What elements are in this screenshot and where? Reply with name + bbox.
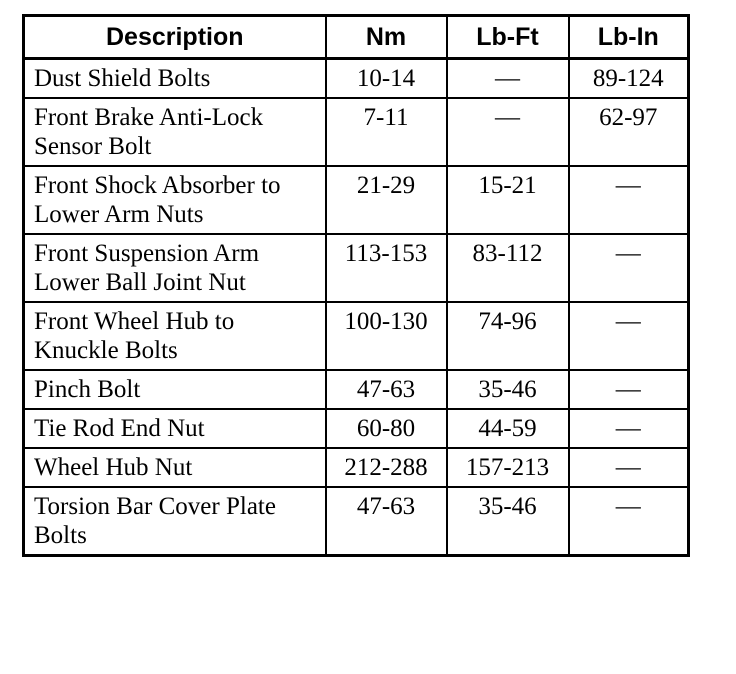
cell-lbft: 83-112 xyxy=(447,234,569,302)
header-lbft: Lb-Ft xyxy=(447,16,569,59)
header-lbin: Lb-In xyxy=(569,16,689,59)
cell-nm: 60-80 xyxy=(326,409,447,448)
cell-nm: 47-63 xyxy=(326,487,447,556)
cell-description: Front Shock Absorber to Lower Arm Nuts xyxy=(24,166,326,234)
table-row xyxy=(24,234,689,302)
cell-description: Tie Rod End Nut xyxy=(24,409,326,448)
table-row xyxy=(24,487,689,556)
table-row xyxy=(24,59,689,99)
cell-description: Front Brake Anti-Lock Sensor Bolt xyxy=(24,98,326,166)
cell-lbin: — xyxy=(569,448,689,487)
torque-spec-table xyxy=(22,14,690,557)
table-row xyxy=(24,409,689,448)
table-row xyxy=(24,370,689,409)
cell-description: Pinch Bolt xyxy=(24,370,326,409)
header-description: Description xyxy=(24,16,326,59)
table-row xyxy=(24,302,689,370)
cell-nm: 21-29 xyxy=(326,166,447,234)
cell-lbin: 62-97 xyxy=(569,98,689,166)
cell-description: Torsion Bar Cover Plate Bolts xyxy=(24,487,326,556)
cell-lbft: 157-213 xyxy=(447,448,569,487)
cell-lbin: — xyxy=(569,234,689,302)
cell-lbin: — xyxy=(569,370,689,409)
table-row xyxy=(24,448,689,487)
table-row xyxy=(24,98,689,166)
cell-lbft: 15-21 xyxy=(447,166,569,234)
cell-lbin: 89-124 xyxy=(569,59,689,99)
cell-lbft: — xyxy=(447,59,569,99)
cell-nm: 113-153 xyxy=(326,234,447,302)
cell-lbft: 44-59 xyxy=(447,409,569,448)
cell-lbin: — xyxy=(569,409,689,448)
table-row xyxy=(24,166,689,234)
cell-description: Wheel Hub Nut xyxy=(24,448,326,487)
cell-nm: 100-130 xyxy=(326,302,447,370)
cell-description: Front Wheel Hub to Knuckle Bolts xyxy=(24,302,326,370)
cell-nm: 7-11 xyxy=(326,98,447,166)
cell-nm: 47-63 xyxy=(326,370,447,409)
cell-nm: 212-288 xyxy=(326,448,447,487)
cell-lbin: — xyxy=(569,166,689,234)
cell-lbft: 74-96 xyxy=(447,302,569,370)
header-row xyxy=(24,16,689,59)
cell-description: Front Suspension Arm Lower Ball Joint Nut xyxy=(24,234,326,302)
cell-lbft: 35-46 xyxy=(447,487,569,556)
cell-lbft: 35-46 xyxy=(447,370,569,409)
cell-nm: 10-14 xyxy=(326,59,447,99)
cell-lbin: — xyxy=(569,302,689,370)
cell-lbin: — xyxy=(569,487,689,556)
cell-description: Dust Shield Bolts xyxy=(24,59,326,99)
cell-lbft: — xyxy=(447,98,569,166)
header-nm: Nm xyxy=(326,16,447,59)
